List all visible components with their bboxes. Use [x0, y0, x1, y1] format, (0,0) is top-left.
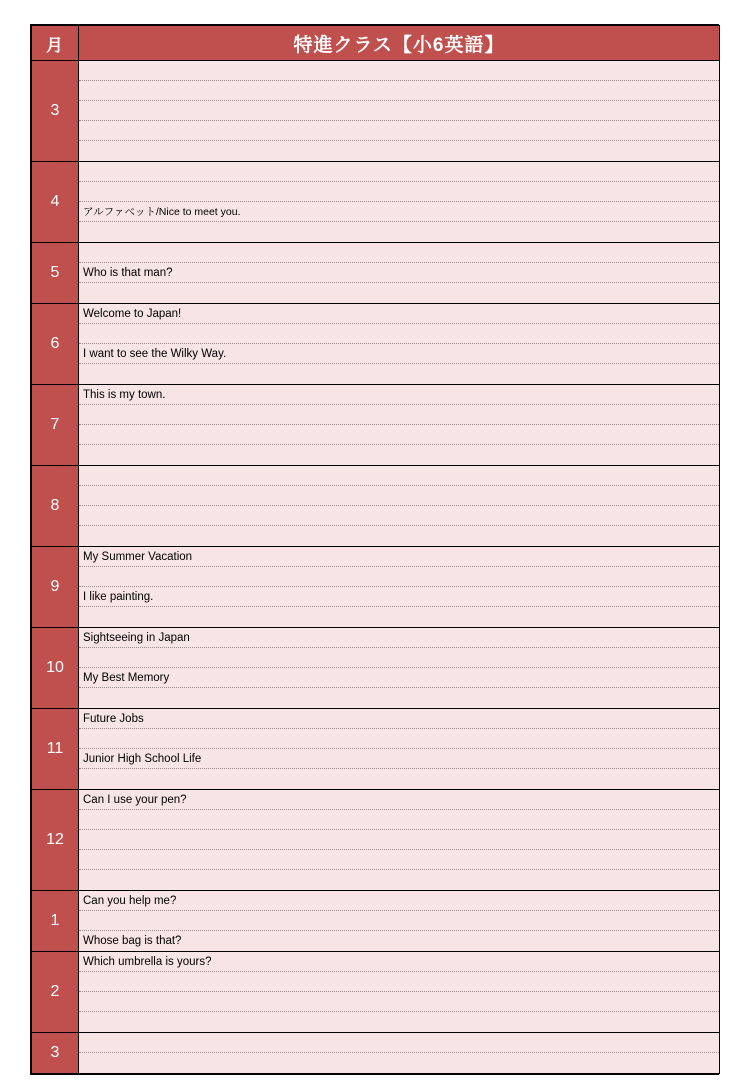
lesson-cell [79, 304, 720, 385]
lesson-cell [79, 1033, 720, 1074]
table-row [32, 243, 720, 304]
lesson-line [79, 810, 719, 830]
ruled-lines [79, 547, 719, 627]
lesson-line [79, 405, 719, 425]
lesson-cell [79, 243, 720, 304]
ruled-lines [79, 628, 719, 708]
lesson-line [79, 850, 719, 870]
lesson-line [79, 911, 719, 931]
table-header-row [32, 26, 720, 61]
lesson-text: Welcome to Japan! [83, 308, 182, 320]
lesson-text: Future Jobs [83, 713, 144, 725]
month-cell: 9 [32, 547, 79, 628]
table-row [32, 385, 720, 466]
lesson-line [79, 749, 719, 769]
lesson-text: I like painting. [83, 591, 154, 603]
lesson-line [79, 972, 719, 992]
lesson-line [79, 607, 719, 627]
lesson-text: Can you help me? [83, 895, 177, 907]
table-row [32, 709, 720, 790]
month-cell: 5 [32, 243, 79, 304]
lesson-line [79, 648, 719, 668]
month-cell: 3 [32, 1033, 79, 1074]
lesson-line [79, 263, 719, 283]
lesson-cell [79, 385, 720, 466]
lesson-line [79, 486, 719, 506]
month-cell: 12 [32, 790, 79, 891]
lesson-text: This is my town. [83, 389, 166, 401]
lesson-line [79, 121, 719, 141]
ruled-lines [79, 304, 719, 384]
table-row [32, 1033, 720, 1074]
lesson-line [79, 952, 719, 972]
table-row [32, 162, 720, 243]
lesson-line [79, 547, 719, 567]
lesson-line [79, 769, 719, 789]
lesson-line [79, 425, 719, 445]
lesson-line [79, 688, 719, 708]
lesson-line [79, 81, 719, 101]
lesson-cell [79, 162, 720, 243]
lesson-text: Junior High School Life [83, 753, 202, 765]
lesson-cell [79, 61, 720, 162]
lesson-line [79, 506, 719, 526]
lesson-text: My Best Memory [83, 672, 170, 684]
lesson-text: My Summer Vacation [83, 551, 193, 563]
table-row [32, 304, 720, 385]
month-cell: 7 [32, 385, 79, 466]
lesson-line [79, 709, 719, 729]
lesson-line [79, 668, 719, 688]
column-header-month: 月 [32, 26, 79, 61]
lesson-line [79, 830, 719, 850]
lesson-cell [79, 466, 720, 547]
lesson-text: Which umbrella is yours? [83, 956, 212, 968]
lesson-line [79, 182, 719, 202]
lesson-line [79, 790, 719, 810]
lesson-line [79, 870, 719, 890]
month-cell: 8 [32, 466, 79, 547]
month-cell: 11 [32, 709, 79, 790]
lesson-cell [79, 790, 720, 891]
column-header-title: 特進クラス【小6英語】 [79, 26, 720, 61]
table-row [32, 891, 720, 952]
lesson-line [79, 1012, 719, 1032]
lesson-line [79, 222, 719, 242]
lesson-line [79, 729, 719, 749]
lesson-line [79, 344, 719, 364]
lesson-line [79, 364, 719, 384]
table-row [32, 790, 720, 891]
table-body [32, 61, 720, 1074]
lesson-line [79, 283, 719, 303]
lesson-text: Who is that man? [83, 267, 173, 279]
lesson-line [79, 141, 719, 161]
lesson-cell [79, 891, 720, 952]
ruled-lines [79, 952, 719, 1032]
lesson-line [79, 385, 719, 405]
lesson-cell [79, 628, 720, 709]
lesson-text: I want to see the Wilky Way. [83, 348, 227, 360]
month-cell: 4 [32, 162, 79, 243]
lesson-line [79, 992, 719, 1012]
ruled-lines [79, 243, 719, 303]
lesson-line [79, 1053, 719, 1073]
lesson-line [79, 891, 719, 911]
lesson-line [79, 202, 719, 222]
table-row [32, 628, 720, 709]
schedule-sheet [30, 24, 719, 1075]
ruled-lines [79, 891, 719, 951]
month-cell: 6 [32, 304, 79, 385]
lesson-line [79, 526, 719, 546]
lesson-text: Sightseeing in Japan [83, 632, 190, 644]
ruled-lines [79, 162, 719, 242]
lesson-line [79, 243, 719, 263]
ruled-lines [79, 1033, 719, 1073]
lesson-line [79, 567, 719, 587]
curriculum-table [31, 25, 720, 1074]
ruled-lines [79, 385, 719, 465]
lesson-line [79, 304, 719, 324]
lesson-cell [79, 547, 720, 628]
lesson-line [79, 931, 719, 951]
month-cell: 3 [32, 61, 79, 162]
lesson-line [79, 162, 719, 182]
ruled-lines [79, 466, 719, 546]
lesson-text: Whose bag is that? [83, 935, 182, 947]
lesson-line [79, 587, 719, 607]
month-cell: 1 [32, 891, 79, 952]
ruled-lines [79, 790, 719, 890]
lesson-line [79, 61, 719, 81]
table-row [32, 952, 720, 1033]
table-row [32, 547, 720, 628]
lesson-line [79, 466, 719, 486]
table-row [32, 61, 720, 162]
lesson-line [79, 1033, 719, 1053]
lesson-cell [79, 952, 720, 1033]
month-cell: 10 [32, 628, 79, 709]
lesson-line [79, 628, 719, 648]
lesson-cell [79, 709, 720, 790]
lesson-text: アルファベット/Nice to meet you. [83, 206, 241, 218]
table-row [32, 466, 720, 547]
lesson-text: Can I use your pen? [83, 794, 187, 806]
month-cell: 2 [32, 952, 79, 1033]
table-head [32, 26, 720, 61]
ruled-lines [79, 709, 719, 789]
lesson-line [79, 445, 719, 465]
ruled-lines [79, 61, 719, 161]
lesson-line [79, 324, 719, 344]
lesson-line [79, 101, 719, 121]
